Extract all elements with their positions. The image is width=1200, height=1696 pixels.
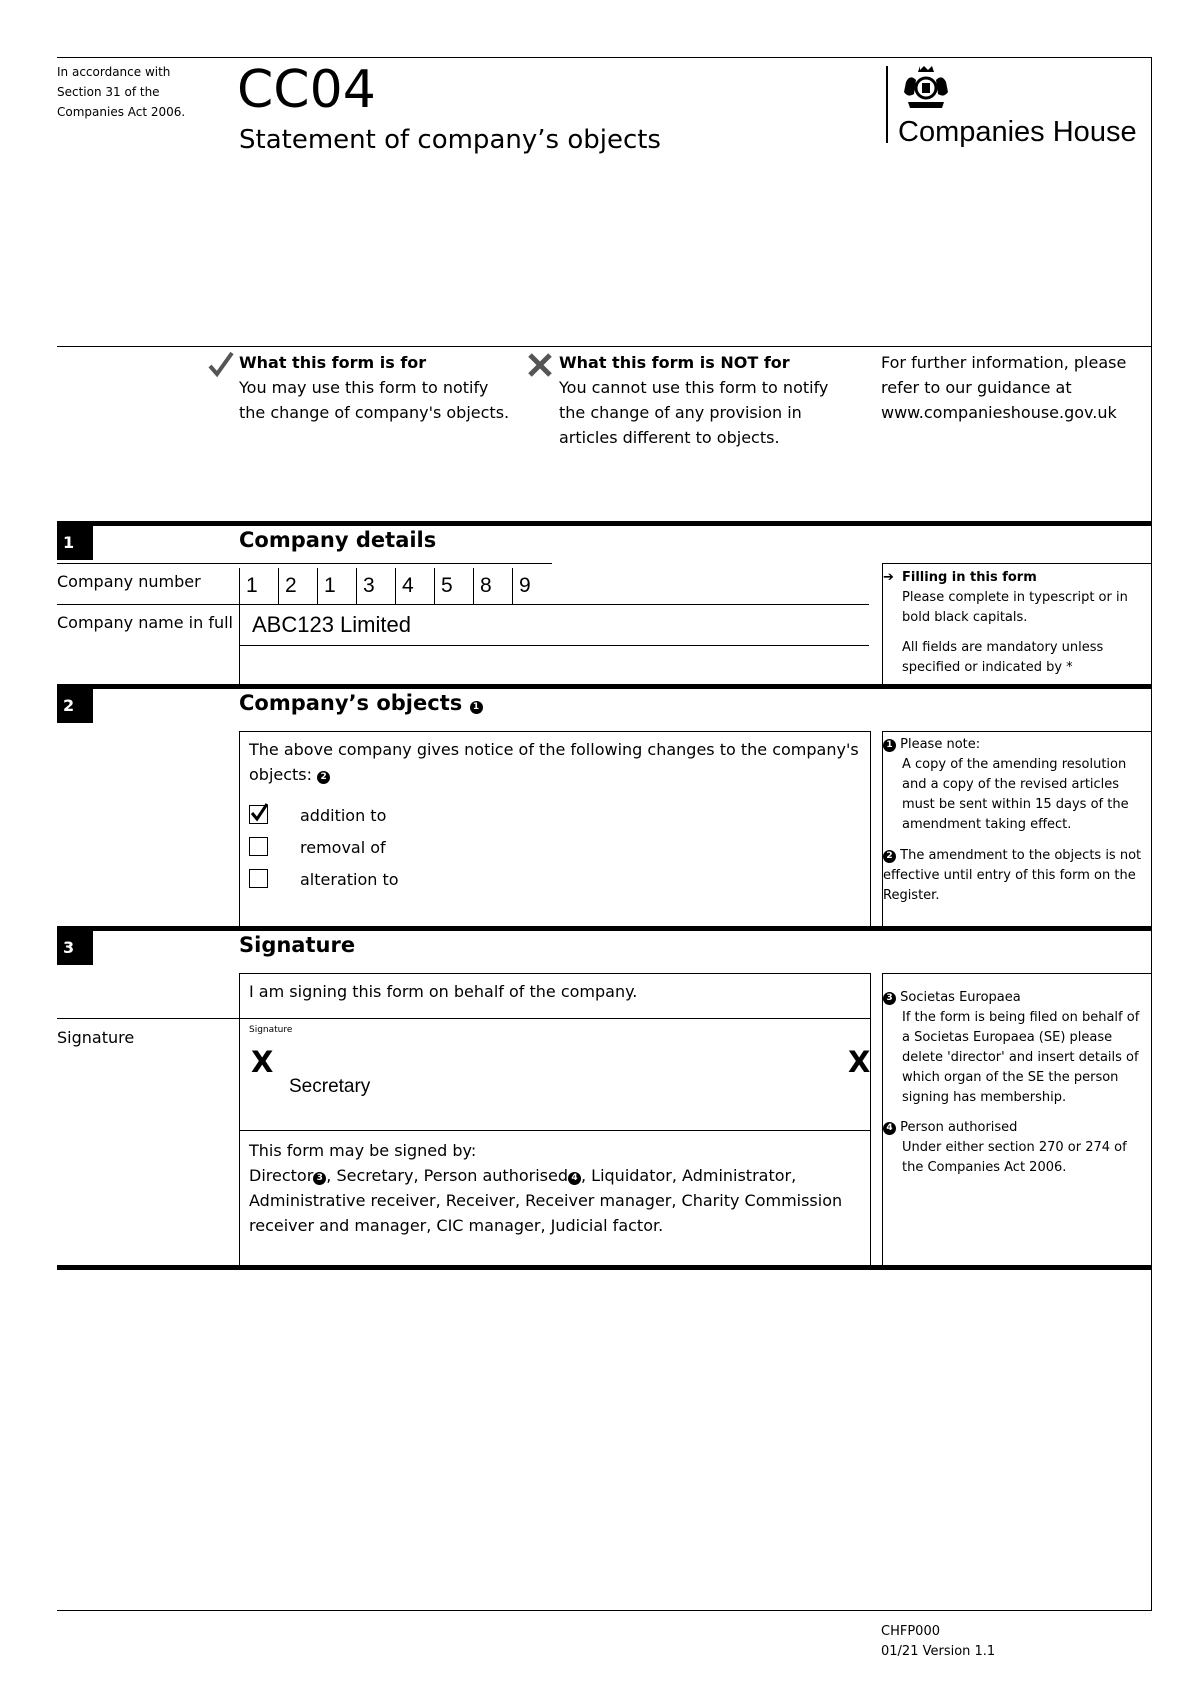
please-note — [883, 735, 1148, 906]
company-number-top-rule — [57, 563, 239, 564]
note4-marker: 4 — [883, 1122, 896, 1135]
behalf-divider — [57, 1018, 239, 1019]
section1-number: 1 — [57, 526, 93, 560]
section2-rule — [57, 684, 1151, 689]
form-title: Statement of company’s objects — [239, 125, 661, 155]
legal-note: In accordance with Section 31 of the Companies Act 2006. — [57, 65, 186, 119]
company-name-field-line2[interactable] — [252, 650, 862, 680]
company-number-digit[interactable]: 1 — [317, 568, 356, 604]
signed-by-title: This form may be signed by: — [249, 1141, 477, 1160]
brand-name: Companies House — [898, 116, 1137, 148]
right-rule — [1151, 57, 1152, 1611]
section1-rule — [57, 521, 1151, 526]
company-number-field-top — [239, 563, 552, 564]
signature-mark-right: X — [848, 1045, 871, 1079]
company-number-digit[interactable]: 4 — [395, 568, 434, 604]
mandatory-text: All fields are mandatory unless specified or indicated by * — [902, 640, 1104, 675]
objects-notice-marker: 2 — [317, 771, 330, 784]
company-name-label: Company name in full — [57, 613, 233, 632]
please-note-top-rule — [882, 731, 1151, 732]
addition-label: addition to — [300, 806, 387, 825]
company-name-divider — [239, 645, 869, 646]
note3-title: Societas Europaea — [900, 990, 1021, 1005]
section3-number: 3 — [57, 931, 93, 965]
footer-code: CHFP000 — [881, 1624, 940, 1639]
signed-by-director: Director — [249, 1166, 314, 1185]
form-for-text: You may use this form to notify the change of company's objects. — [239, 378, 510, 422]
note2-text: The amendment to the objects is not effective until entry of this form on the Register. — [883, 848, 1142, 903]
section1-title: Company details — [239, 528, 437, 552]
company-number-digit[interactable]: 2 — [278, 568, 317, 604]
company-number-digit[interactable]: 8 — [473, 568, 512, 604]
signed-by-block — [249, 1138, 864, 1238]
director-note-marker: 3 — [313, 1172, 326, 1185]
societas-note — [883, 988, 1148, 1178]
note4-title: Person authorised — [900, 1120, 1018, 1135]
form-for-block — [239, 350, 519, 425]
form-not-for-title: What this form is NOT for — [559, 353, 790, 372]
addition-checkbox[interactable] — [249, 805, 268, 824]
filling-title: Filling in this form — [902, 570, 1037, 585]
signed-by-mid: , Secretary, Person authorised — [326, 1166, 568, 1185]
section2-title-text: Company’s objects — [239, 691, 463, 715]
signature-field-top — [239, 1018, 870, 1019]
note4-text: Under either section 270 or 274 of the Companies Act 2006. — [902, 1140, 1127, 1175]
intro-rule — [57, 346, 1151, 347]
behalf-text: I am signing this form on behalf of the company. — [249, 982, 638, 1001]
company-number-digit[interactable]: 9 — [512, 568, 551, 604]
arrow-right-icon: ➔ — [883, 570, 894, 585]
form-for-title: What this form is for — [239, 353, 427, 372]
filling-note-top-rule — [882, 563, 1151, 564]
company-name-top-rule — [57, 604, 869, 605]
filling-note — [883, 568, 1148, 678]
filling-text: Please complete in typescript or in bold black capitals. — [902, 590, 1128, 625]
alteration-checkbox[interactable] — [249, 869, 268, 888]
signature-label: Signature — [57, 1028, 135, 1047]
note1-marker: 1 — [883, 739, 896, 752]
signature-field-bottom — [239, 1130, 870, 1131]
removal-label: removal of — [300, 838, 386, 857]
section1-field-left-rule — [239, 604, 240, 684]
cross-icon — [527, 352, 553, 382]
signed-by-list — [249, 1163, 864, 1238]
note3-text: If the form is being filed on behalf of a Societas Europaea (SE) please delete 'director' and insert details of which organ of the SE the person signing has membership. — [902, 1010, 1140, 1105]
royal-coat-of-arms-icon — [898, 64, 954, 116]
objects-notice — [249, 737, 859, 787]
company-number-digit[interactable]: 5 — [434, 568, 473, 604]
section2-title — [239, 691, 483, 715]
alteration-label: alteration to — [300, 870, 399, 889]
objects-notice-text: The above company gives notice of the following changes to the company's objects: — [249, 740, 859, 784]
section3-bottom-rule — [57, 1265, 1151, 1270]
top-rule — [57, 57, 1151, 58]
check-icon — [207, 350, 235, 382]
removal-checkbox[interactable] — [249, 837, 268, 856]
section2-number: 2 — [57, 689, 93, 723]
bottom-rule — [57, 1610, 1152, 1611]
company-name-field[interactable]: ABC123 Limited — [252, 612, 411, 637]
signature-mark-left: X — [251, 1045, 274, 1079]
company-number-label: Company number — [57, 572, 201, 591]
section2-note-marker: 1 — [470, 701, 483, 714]
form-code: CC04 — [237, 60, 376, 120]
company-number-digit[interactable]: 1 — [239, 568, 278, 604]
signature-box-label: Signature — [249, 1025, 293, 1035]
section3-rule — [57, 926, 1151, 931]
form-not-for-text: You cannot use this form to notify the change of any provision in articles different to objects. — [559, 378, 829, 447]
logo-divider — [886, 66, 888, 143]
note1-text: A copy of the amending resolution and a copy of the revised articles must be sent within 15 days of the amendment taking effect. — [902, 757, 1129, 832]
footer-version: 01/21 Version 1.1 — [881, 1644, 996, 1659]
further-info: For further information, please refer to our guidance at www.companieshouse.gov.uk — [881, 353, 1127, 422]
person-authorised-note-marker: 4 — [568, 1172, 581, 1185]
company-number-digit[interactable]: 3 — [356, 568, 395, 604]
note1-title: Please note: — [900, 737, 981, 752]
form-not-for-block — [559, 350, 839, 450]
se-note-top-rule — [882, 973, 1151, 974]
signed-by-rest: , Liquidator, Administrator, Administrative receiver, Receiver, Receiver manager, Charity Commission receiver and manager, CIC manager, Judicial factor. — [249, 1166, 843, 1235]
note2-marker: 2 — [883, 850, 896, 863]
signature-field[interactable]: Secretary — [289, 1076, 371, 1097]
section3-title: Signature — [239, 933, 356, 957]
note3-marker: 3 — [883, 992, 896, 1005]
